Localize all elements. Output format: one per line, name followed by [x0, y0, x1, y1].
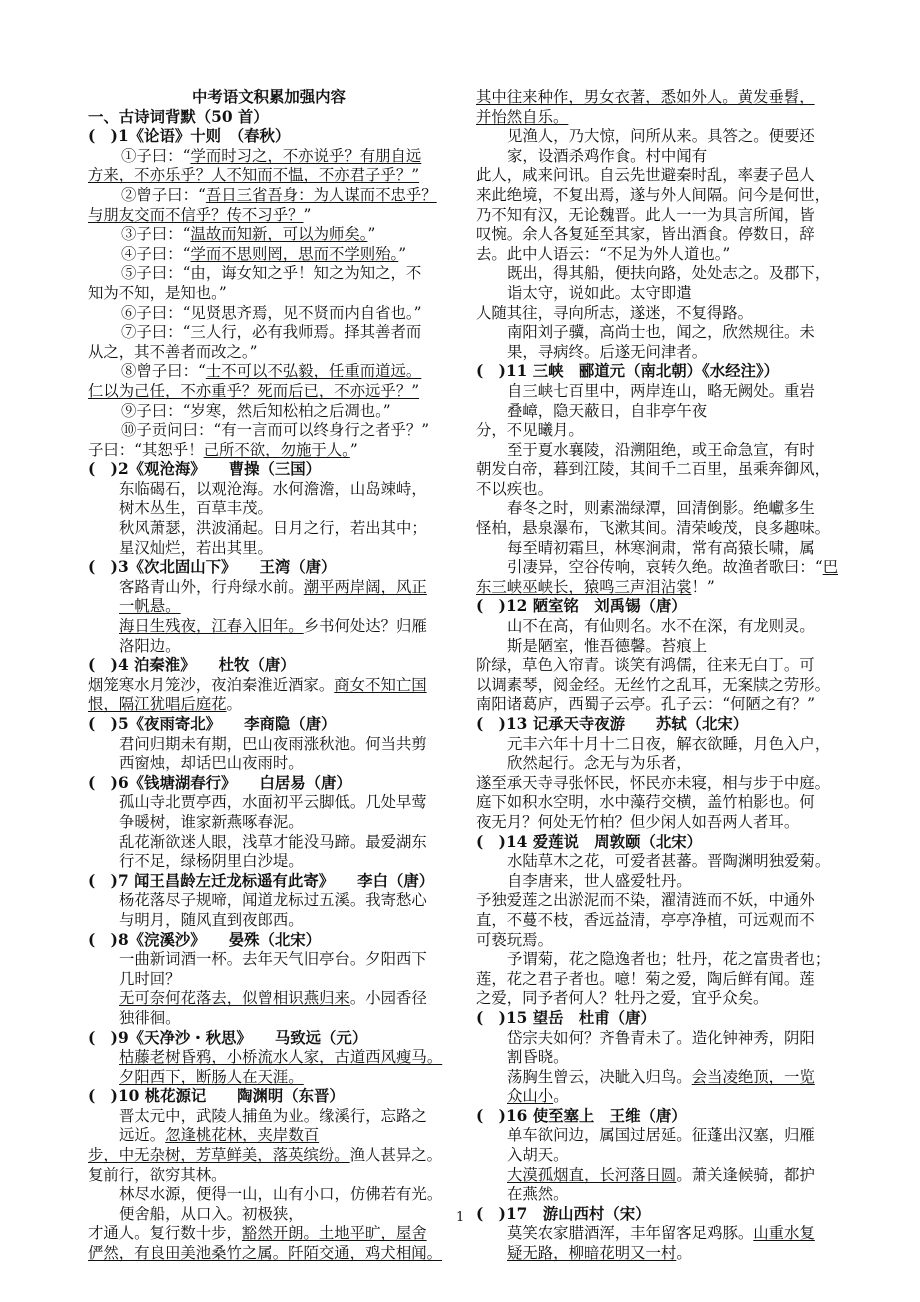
text-run: ”	[303, 205, 312, 224]
text-line	[88, 695, 450, 715]
underlined-text: 学而时习之，不亦说乎？有朋自远	[190, 146, 422, 165]
text-line	[476, 852, 838, 872]
text-line	[476, 558, 838, 578]
text-line	[88, 441, 450, 461]
text-run: 岱宗夫如何？齐鲁青未了。造化钟神秀，阴阳	[507, 1028, 815, 1047]
text-line	[88, 617, 450, 637]
text-run: 引凄异，空谷传响，哀转久绝。故渔者歌曰：“	[507, 558, 823, 577]
text-line	[476, 578, 838, 598]
underlined-text: 与朋友交而不信乎？传不习乎？	[88, 205, 304, 224]
text-run: 叠嶂，隐天蔽日，自非亭午夜	[507, 401, 708, 420]
text-run: 林尽水源，便得一山，山有小口，仿佛若有光。	[119, 1185, 443, 1204]
text-line	[88, 754, 450, 774]
text-run: ( )12 陋室铭 刘禹锡（唐）	[476, 597, 687, 616]
heading-line	[476, 1009, 838, 1029]
text-run: ( )10 桃花源记 陶渊明（东晋）	[88, 1087, 345, 1106]
text-run: 树木丛生，百草丰茂。	[119, 499, 273, 518]
text-run: 分，不见曦月。	[476, 421, 584, 440]
text-line	[88, 950, 450, 970]
text-line	[476, 186, 838, 206]
text-line	[476, 304, 838, 324]
text-run: 怪柏，悬泉瀑布，飞漱其间。清荣峻茂，良多趣味。	[476, 519, 830, 538]
text-line	[476, 460, 838, 480]
text-run: 至于夏水襄陵，沿溯阻绝，或王命急宣，有时	[507, 440, 815, 459]
text-run: 便舍船，从口入。初极狭，	[119, 1204, 304, 1223]
text-run: 斯是陋室，惟吾德馨。苔痕上	[507, 636, 708, 655]
text-run: 欣然起行。念无与为乐者，	[507, 754, 692, 773]
underlined-text: 众山小	[507, 1087, 554, 1106]
text-line	[88, 186, 450, 206]
text-line	[88, 1068, 450, 1088]
text-run: 晋太元中，武陵人捕鱼为业。缘溪行，忘路之	[119, 1106, 427, 1125]
text-line	[476, 970, 838, 990]
text-run: ②曾子曰：“	[121, 185, 206, 204]
text-line	[476, 774, 838, 794]
text-line	[88, 1244, 450, 1264]
text-run: ④子曰：“	[121, 244, 191, 263]
text-run: 夜无月？何处无竹柏？但少闲人如吾两人者耳。	[476, 812, 800, 831]
heading-line	[88, 715, 450, 735]
text-line	[476, 225, 838, 245]
text-line	[88, 989, 450, 1009]
text-run: 才通人。复行数十步，	[88, 1224, 242, 1243]
text-line	[88, 1224, 450, 1244]
text-run: ③子曰：“	[121, 225, 191, 244]
text-run: ( )2《观沧海》 曹操（三国）	[88, 460, 322, 479]
text-run: ”	[398, 244, 407, 263]
text-line	[476, 1146, 838, 1166]
text-run: 予独爱莲之出淤泥而不染，濯清涟而不妖，中通外	[476, 891, 815, 910]
text-line	[88, 1009, 450, 1029]
text-line	[88, 304, 450, 324]
text-run: ( )8《浣溪沙》 晏殊（北宋）	[88, 930, 322, 949]
text-run: 庭下如积水空明，水中藻荇交横，盖竹柏影也。何	[476, 793, 815, 812]
text-line	[476, 950, 838, 970]
underlined-text: 俨然，有良田美池桑竹之属。阡陌交通，鸡犬相闻。	[88, 1244, 442, 1263]
text-line	[88, 539, 450, 559]
text-run: ( )11 三峡 郦道元（南北朝）《水经注》）	[476, 362, 779, 381]
heading-line	[88, 774, 450, 794]
text-run: 客路青山外，行舟绿水前。	[119, 577, 304, 596]
text-run: ( )15 望岳 杜甫（唐）	[476, 1008, 656, 1027]
text-run: 荡胸生曾云，决眦入归鸟。	[507, 1067, 692, 1086]
underlined-text: 潮平两岸阔，风正	[303, 577, 427, 596]
text-run: 。	[676, 1244, 692, 1263]
text-run: ( )13 记承天寺夜游 苏轼（北宋）	[476, 715, 749, 733]
heading-line	[88, 931, 450, 951]
text-run: 可亵玩焉。	[476, 930, 553, 949]
text-line	[476, 793, 838, 813]
heading-line	[88, 127, 450, 147]
text-run: 直，不蔓不枝，香远益清，亭亭净植，可远观而不	[476, 910, 815, 929]
text-run: 不以疾也。	[476, 479, 553, 498]
text-line	[88, 793, 450, 813]
text-line	[88, 402, 450, 422]
underlined-text: 枯藤老树昏鸦，小桥流水人家，古道西风瘦马。	[119, 1048, 443, 1067]
text-line	[476, 206, 838, 226]
heading-line	[476, 1107, 838, 1127]
text-line	[476, 1087, 838, 1107]
text-run: 行不足，绿杨阴里白沙堤。	[119, 852, 304, 871]
text-run: 阶绿，草色入帘青。谈笑有鸿儒，往来无白丁。可	[476, 656, 815, 675]
text-run: 远近。	[119, 1126, 166, 1145]
text-run: 见渔人，乃大惊，问所从来。具答之。便要还	[507, 127, 815, 146]
text-line	[88, 1205, 450, 1225]
text-line	[476, 127, 838, 147]
text-run: 烟笼寒水月笼沙，夜泊秦淮近酒家。	[88, 675, 335, 694]
text-run: 莲，花之君子者也。噫！菊之爱，陶后鲜有闻。莲	[476, 969, 815, 988]
underlined-text: 豁然开朗。土地平旷，屋舍	[241, 1224, 427, 1243]
heading-line	[88, 108, 450, 128]
text-run: ( )6《钱塘湖春行》 白居易（唐）	[88, 773, 352, 792]
text-line	[88, 597, 450, 617]
text-run: ( )1《论语》十则 （春秋）	[88, 127, 291, 146]
text-run: 自三峡七百里中，两岸连山，略无阙处。重岩	[507, 381, 815, 400]
heading-line	[88, 656, 450, 676]
text-run: 每至晴初霜旦，林寒涧肃，常有高猿长啸，属	[507, 538, 815, 557]
text-run: 洛阳边。	[119, 636, 181, 655]
text-line	[476, 323, 838, 343]
text-line	[88, 264, 450, 284]
text-run: 独徘徊。	[119, 1008, 181, 1027]
text-line	[476, 1185, 838, 1205]
text-line	[476, 382, 838, 402]
text-run: 东临碣石，以观沧海。水何澹澹，山岛竦峙，	[119, 479, 427, 498]
text-run: 西窗烛，却话巴山夜雨时。	[119, 754, 304, 773]
text-run: 元丰六年十月十二日夜，解衣欲睡，月色入户，	[507, 734, 831, 753]
text-run: ( )9《天净沙・秋思》 马致远（元）	[88, 1028, 368, 1047]
text-run: ( )16 使至塞上 王维（唐）	[476, 1106, 687, 1125]
text-line	[88, 362, 450, 382]
underlined-text: 其中往来种作，男女衣著，悉如外人。黄发垂髫，	[476, 88, 815, 106]
text-run: 复前行，欲穷其林。	[88, 1165, 227, 1184]
text-run: 渔人甚异之。	[349, 1146, 443, 1165]
text-run: ⑦子曰：“三人行，必有我师焉。择其善者而	[121, 323, 422, 342]
text-run: ！”	[691, 577, 715, 596]
text-run: 家，设酒杀鸡作食。村中闻有	[507, 146, 708, 165]
text-line	[88, 911, 450, 931]
text-line	[476, 343, 838, 363]
underlined-text: 山重水复	[753, 1224, 815, 1243]
text-run: 南阳诸葛庐，西蜀子云亭。孔子云：“何陋之有？”	[476, 695, 815, 714]
text-run: ”	[367, 225, 376, 244]
text-run: ⑨子曰：“岁寒，然后知松柏之后凋也。”	[121, 401, 391, 420]
text-run: 果，寻病终。后遂无问津者。	[507, 342, 708, 361]
underlined-text: 大漠孤烟直，长河落日圆	[507, 1165, 677, 1184]
text-run: ①子曰：“	[121, 146, 191, 165]
underlined-text: 己所不欲，勿施于人。	[203, 440, 350, 459]
text-run: 去。此中人语云：“不足为外人道也。”	[476, 244, 731, 263]
text-line	[88, 245, 450, 265]
text-line	[476, 735, 838, 755]
text-line	[476, 264, 838, 284]
text-run: 一、古诗词背默（50 首）	[88, 107, 269, 126]
text-run: 君问归期未有期，巴山夜雨涨秋池。何当共剪	[119, 734, 427, 753]
text-line	[88, 676, 450, 696]
text-line	[88, 1107, 450, 1127]
text-line	[476, 617, 838, 637]
heading-line	[88, 558, 450, 578]
text-line	[88, 813, 450, 833]
heading-line	[88, 1029, 450, 1049]
text-run: 水陆草木之花，可爱者甚蕃。晋陶渊明独爱菊。	[507, 852, 831, 871]
text-line	[88, 970, 450, 990]
text-run: 以调素琴，阅金经。无丝竹之乱耳，无案牍之劳形。	[476, 675, 830, 694]
text-run: 朝发白帝，暮到江陵，其间千二百里，虽乘奔御风，	[476, 460, 830, 479]
text-line	[476, 1166, 838, 1186]
heading-line	[476, 715, 838, 735]
text-line	[476, 441, 838, 461]
heading-line	[476, 597, 838, 617]
text-line	[476, 166, 838, 186]
text-line	[88, 1166, 450, 1186]
underlined-text: 仁以为己任，不亦重乎？死而后已，不亦远乎？”	[88, 381, 420, 400]
text-line	[88, 499, 450, 519]
text-line	[476, 519, 838, 539]
text-line	[88, 578, 450, 598]
underlined-text: 步，中无杂树，芳草鲜美，落英缤纷。	[88, 1146, 350, 1165]
text-run: 人随其往，寻向所志，遂迷，不复得路。	[476, 303, 754, 322]
underlined-text: 海日生残夜，江春入旧年。	[119, 617, 304, 636]
text-run: 。	[226, 695, 242, 714]
text-run: 割昏晓。	[507, 1048, 569, 1067]
text-run: 从之，其不善者而改之。”	[88, 342, 258, 361]
text-run: 之爱，同予者何人？牡丹之爱，宜乎众矣。	[476, 989, 769, 1008]
text-run: 。	[553, 1087, 569, 1106]
text-run: 知为不知，是知也。”	[88, 283, 227, 302]
text-line	[476, 656, 838, 676]
text-line	[476, 872, 838, 892]
text-line	[476, 88, 838, 108]
text-run: 春冬之时，则素湍绿潭，回清倒影。绝巘多生	[507, 499, 815, 518]
text-run: ( )5《夜雨寄北》 李商隐（唐）	[88, 715, 337, 733]
text-line	[476, 284, 838, 304]
heading-line	[88, 872, 450, 892]
underlined-text: 方来，不亦乐乎？人不知而不愠，不亦君子乎？”	[88, 166, 420, 185]
right-column	[476, 88, 838, 1264]
text-line	[88, 1048, 450, 1068]
text-line	[476, 499, 838, 519]
text-line	[88, 637, 450, 657]
text-run: 。萧关逢候骑，都护	[676, 1165, 815, 1184]
underlined-text: 恨，隔江犹唱后庭花	[88, 695, 227, 714]
text-run: 争暖树，谁家新燕啄春泥。	[119, 812, 304, 831]
text-run: 中考语文积累加强内容	[192, 88, 346, 106]
text-line	[476, 245, 838, 265]
text-line	[476, 108, 838, 128]
text-line	[476, 421, 838, 441]
text-run: ( )4 泊秦淮》 杜牧（唐）	[88, 656, 296, 675]
underlined-text: 学而不思则罔，思而不学则殆。	[190, 244, 399, 263]
text-run: 此人，咸来问讯。自云先世避秦时乱，率妻子邑人	[476, 166, 815, 185]
text-run: 。小园香径	[349, 989, 427, 1008]
text-line	[476, 1029, 838, 1049]
text-line	[476, 676, 838, 696]
underlined-text: 忽逢桃花林，夹岸数百	[165, 1126, 320, 1145]
text-run: 莫笑农家腊酒浑，丰年留客足鸡豚。	[507, 1224, 754, 1243]
text-run: ⑧曾子曰：“	[121, 362, 206, 381]
text-line	[88, 225, 450, 245]
text-run: 乱花渐欲迷人眼，浅草才能没马蹄。最爱湖东	[119, 832, 427, 851]
text-line	[88, 735, 450, 755]
text-line	[476, 1126, 838, 1146]
text-run: ( )14 爱莲说 周敦颐（北宋）	[476, 832, 703, 851]
text-line	[88, 1185, 450, 1205]
left-column	[88, 88, 450, 1264]
text-line	[88, 1146, 450, 1166]
text-run: 山不在高，有仙则名。水不在深，有龙则灵。	[507, 617, 815, 636]
text-line	[476, 911, 838, 931]
text-line	[476, 1048, 838, 1068]
text-run: 既出，得其船，便扶向路，处处志之。及郡下，	[507, 264, 831, 283]
text-run: 乡书何处达？归雁	[303, 617, 427, 636]
heading-line	[88, 460, 450, 480]
text-run: ( )17 游山西村（宋）	[476, 1204, 651, 1223]
text-run: ⑩子贡问曰：“有一言而可以终身行之者乎？”	[121, 421, 430, 440]
underlined-text: 夕阳西下，断肠人在天涯。	[119, 1067, 304, 1086]
text-line	[476, 480, 838, 500]
text-run: 星汉灿烂，若出其里。	[119, 538, 273, 557]
text-line	[88, 206, 450, 226]
underlined-text: 会当凌绝顶，一览	[691, 1067, 815, 1086]
underlined-text: 吾日三省吾身：为人谋而不忠乎？	[205, 185, 437, 204]
text-line	[88, 891, 450, 911]
text-line	[88, 421, 450, 441]
text-run: 叹惋。余人各复延至其家，皆出酒食。停数日，辞	[476, 225, 815, 244]
text-line	[88, 343, 450, 363]
underlined-text: 士不可以不弘毅，任重而道远。	[205, 362, 422, 381]
text-run: 几时回？	[119, 969, 181, 988]
heading-line	[476, 1205, 838, 1225]
text-run: 与明月，随风直到夜郎西。	[119, 910, 304, 929]
text-line	[476, 539, 838, 559]
text-run: 秋风萧瑟，洪波涌起。日月之行，若出其中；	[119, 519, 427, 538]
underlined-text: 温故而知新，可以为师矣。	[190, 225, 368, 244]
text-line	[476, 637, 838, 657]
text-run: 予谓菊，花之隐逸者也；牡丹，花之富贵者也；	[507, 950, 831, 969]
text-line	[88, 480, 450, 500]
text-run: ⑥子曰：“见贤思齐焉，见不贤而内自省也。”	[121, 303, 422, 322]
text-line	[88, 166, 450, 186]
underlined-text: 巴	[822, 558, 838, 577]
text-line	[476, 931, 838, 951]
text-run: ( )3《次北固山下》 王湾（唐）	[88, 558, 337, 577]
text-run: 子曰：“其恕乎！	[88, 440, 204, 459]
heading-line	[88, 88, 450, 108]
text-line	[476, 1244, 838, 1264]
text-run: 乃不知有汉，无论魏晋。此人一一为具言所闻，皆	[476, 205, 815, 224]
underlined-text: 并怡然自乐。	[476, 107, 569, 126]
text-run: ”	[349, 440, 358, 459]
page-number: 1	[456, 1210, 465, 1225]
heading-line	[88, 1087, 450, 1107]
heading-line	[476, 833, 838, 853]
text-line	[476, 754, 838, 774]
text-run: 遂至承天寺寻张怀民，怀民亦未寝，相与步于中庭。	[476, 773, 830, 792]
text-line	[88, 382, 450, 402]
underlined-text: 无可奈何花落去，似曾相识燕归来	[119, 989, 350, 1008]
heading-line	[476, 362, 838, 382]
text-run: 自李唐来，世人盛爱牡丹。	[507, 871, 692, 890]
text-line	[476, 891, 838, 911]
underlined-text: 一帆悬。	[119, 597, 181, 616]
underlined-text: 东三峡巫峡长，猿鸣三声泪沾裳	[476, 577, 692, 596]
text-run: 南阳刘子骥，高尚士也，闻之，欣然规往。未	[507, 323, 815, 342]
text-line	[88, 852, 450, 872]
text-line	[476, 147, 838, 167]
text-line	[476, 1224, 838, 1244]
text-line	[476, 989, 838, 1009]
text-line	[88, 323, 450, 343]
text-run: 来此绝境，不复出焉，遂与外人间隔。问今是何世，	[476, 185, 830, 204]
text-line	[476, 1068, 838, 1088]
text-line	[88, 519, 450, 539]
text-line	[476, 813, 838, 833]
underlined-text: 疑无路，柳暗花明又一村	[507, 1244, 677, 1263]
underlined-text: 商女不知亡国	[334, 675, 427, 694]
text-line	[88, 147, 450, 167]
text-line	[88, 833, 450, 853]
text-line	[88, 1126, 450, 1146]
text-run: 诣太守，说如此。太守即遣	[507, 283, 692, 302]
text-line	[476, 402, 838, 422]
text-run: 入胡天。	[507, 1146, 569, 1165]
text-run: 单车欲问边，属国过居延。征蓬出汉塞，归雁	[507, 1126, 815, 1145]
text-line	[476, 695, 838, 715]
text-run: ⑤子曰：“由，诲女知之乎！知之为知之，不	[121, 264, 422, 283]
text-line	[88, 284, 450, 304]
text-run: 孤山寺北贾亭西，水面初平云脚低。几处早莺	[119, 793, 427, 812]
text-run: 杨花落尽子规啼，闻道龙标过五溪。我寄愁心	[119, 891, 427, 910]
text-run: 一曲新词酒一杯。去年天气旧亭台。夕阳西下	[119, 950, 427, 969]
text-run: ( )7 闻王昌龄左迁龙标遥有此寄》 李白（唐）	[88, 871, 435, 890]
text-run: 在燕然。	[507, 1185, 569, 1204]
